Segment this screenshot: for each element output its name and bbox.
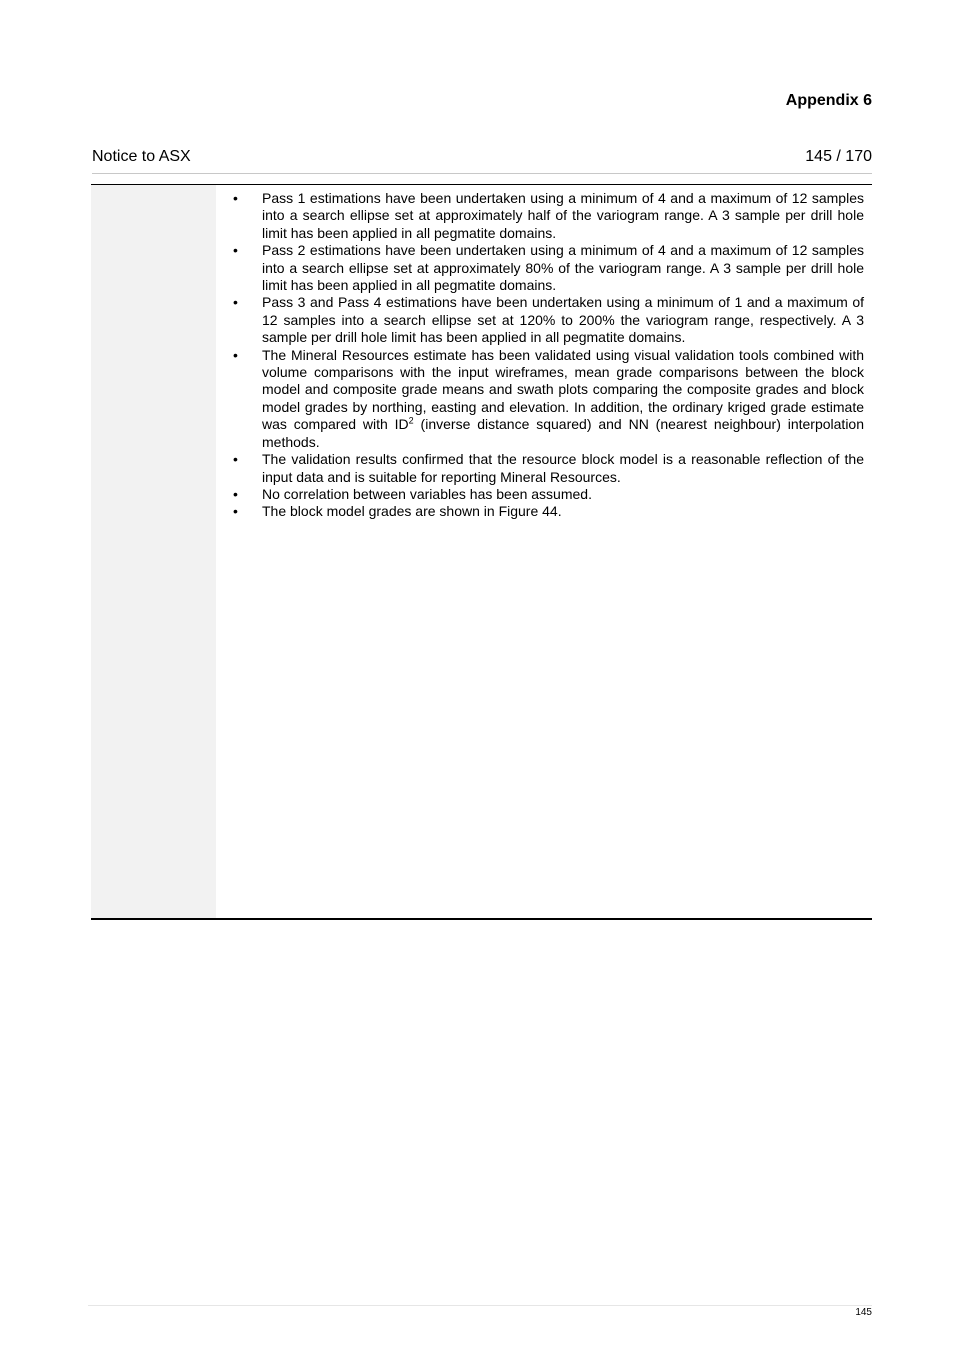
appendix-title: Appendix 6 bbox=[785, 92, 872, 109]
list-item bbox=[216, 451, 864, 486]
bullet-icon: • bbox=[233, 190, 238, 206]
list-item-text-after: (inverse distance squared) and NN (nearest neighbour) interpolation methods. bbox=[262, 416, 864, 450]
list-item bbox=[216, 190, 864, 242]
content-table bbox=[91, 184, 872, 920]
list-item-text: Pass 3 and Pass 4 estimations have been undertaken using a minimum of 1 and a maximum of 12 samples into a search ellipse set at 120% to 200% the variogram range, respectively. A 3 sample per drill hole limit has been applied in all pegmatite domains. bbox=[262, 294, 864, 346]
list-item-text: The block model grades are shown in Figure 44. bbox=[262, 503, 562, 520]
bullet-icon: • bbox=[233, 294, 238, 311]
bullet-icon: • bbox=[233, 451, 238, 468]
page-number: 145 bbox=[855, 1307, 872, 1318]
bullet-list bbox=[216, 190, 864, 521]
list-item-text: The validation results confirmed that the resource block model is a reasonable reflection of the input data and is suitable for reporting Mineral Resources. bbox=[262, 451, 864, 485]
list-item-text-before: The Mineral Resources estimate has been validated using visual validation tools combined with volume comparisons with the input wireframes, mean grade comparisons between the block model and composite grade means and swath plots comparing the composite grades and block model grades by northing, easting and elevation. In addition, the ordinary kriged grade estimate was compared with ID bbox=[262, 346, 864, 433]
list-item bbox=[216, 503, 864, 520]
table-content-cell bbox=[216, 185, 872, 918]
list-item-text: Pass 2 estimations have been undertaken using a minimum of 4 and a maximum of 12 samples into a search ellipse set at approximately 80% of the variogram range. A 3 sample per drill hole limit has been applied in all pegmatite domains. bbox=[262, 242, 864, 294]
list-item bbox=[216, 294, 864, 346]
list-item bbox=[216, 486, 864, 503]
list-item bbox=[216, 347, 864, 451]
table-label-cell bbox=[91, 185, 216, 918]
header-divider bbox=[92, 173, 872, 174]
footer-divider bbox=[88, 1305, 872, 1306]
list-item-text: Pass 1 estimations have been undertaken using a minimum of 4 and a maximum of 12 samples into a search ellipse set at approximately half of the variogram range. A 3 sample per drill hole limit has been applied in all pegmatite domains. bbox=[262, 190, 864, 241]
page-counter: 145 / 170 bbox=[805, 148, 872, 165]
bullet-icon: • bbox=[233, 485, 238, 502]
document-title: Notice to ASX bbox=[92, 148, 191, 165]
superscript: 2 bbox=[408, 415, 414, 426]
list-item bbox=[216, 242, 864, 294]
list-item-text: No correlation between variables has been assumed. bbox=[262, 485, 592, 502]
bullet-icon: • bbox=[233, 503, 238, 520]
running-header bbox=[92, 148, 872, 166]
bullet-icon: • bbox=[233, 346, 238, 363]
bullet-icon: • bbox=[233, 242, 238, 259]
